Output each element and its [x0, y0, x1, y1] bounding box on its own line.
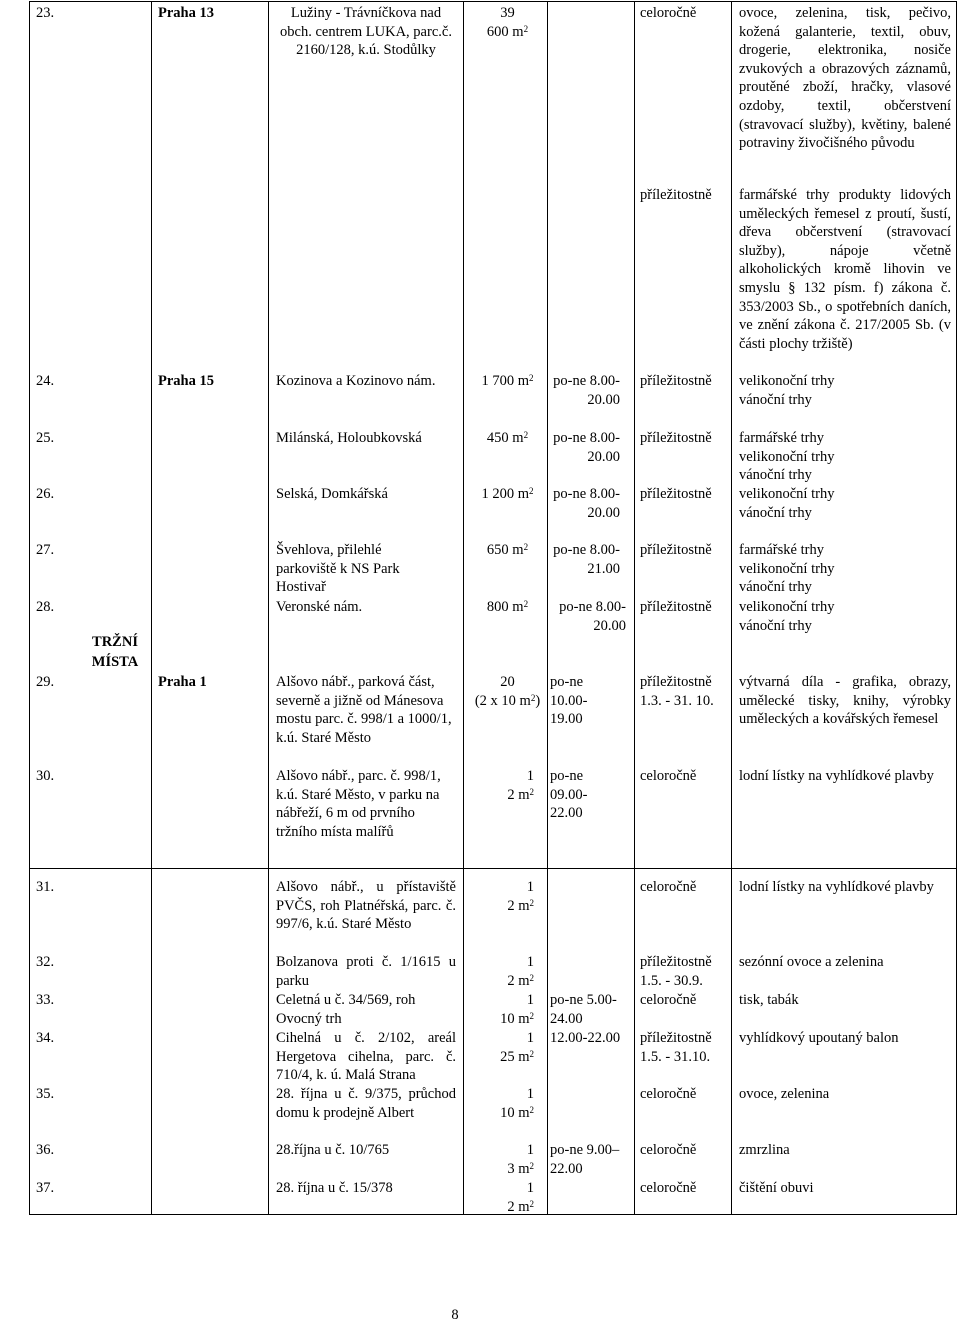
row-25-hours: po-ne 8.00-20.00 [553, 430, 620, 465]
row-divider [29, 868, 957, 869]
row-35-goods: ovoce, zelenina [739, 1086, 830, 1102]
row-32-location: Bolzanova proti č. 1/1615 u parku [276, 954, 456, 989]
row-33-period: celoročně [640, 992, 697, 1008]
col-divider [731, 1, 732, 1215]
row-29-num: 29. [36, 674, 55, 690]
row-30-goods: lodní lístky na vyhlídkové plavby [739, 768, 934, 784]
row-37-num: 37. [36, 1180, 55, 1196]
row-34-goods: vyhlídkový upoutaný balon [739, 1030, 899, 1046]
row-29-district: Praha 1 [158, 674, 207, 690]
row-30-num: 30. [36, 768, 55, 784]
row-37-location: 28. října u č. 15/378 [276, 1180, 393, 1196]
row-31-area: 1 2 $m^2$ [507, 879, 534, 914]
row-30-period: celoročně [640, 768, 697, 784]
row-27-period: příležitostně [640, 542, 712, 558]
row-32-period: příležitostně 1.5. - 30.9. [640, 954, 712, 989]
row-32-goods: sezónní ovoce a zelenina [739, 954, 884, 970]
row-29-period: příležitostně 1.3. - 31. 10. [640, 674, 714, 709]
row-33-area: 1 10 $m^2$ [500, 992, 534, 1027]
row-29-location: Alšovo nábř., parková část, severně a jižně od Mánesova mostu parc. č. 998/1 a 1000/1, k.ú. Staré Město [276, 674, 452, 746]
row-27-goods: farmářské trhy velikonoční trhy vánoční trhy [739, 542, 835, 596]
row-36-period: celoročně [640, 1142, 697, 1158]
row-25-goods: farmářské trhy velikonoční trhy vánoční trhy [739, 430, 835, 484]
row-24-num: 24. [36, 373, 55, 389]
row-29-hours: po-ne 10.00-19.00 [550, 674, 588, 728]
row-23-num: 23. [36, 5, 55, 21]
row-23b-period: příležitostně [640, 187, 712, 203]
row-25-num: 25. [36, 430, 55, 446]
row-27-location: Švehlova, přilehlé parkoviště k NS Park Hostivař [276, 542, 400, 596]
col-divider [268, 1, 269, 1215]
row-36-num: 36. [36, 1142, 55, 1158]
col-divider [151, 1, 152, 1215]
row-35-area: 1 10 $m^2$ [500, 1086, 534, 1121]
row-33-goods: tisk, tabák [739, 992, 799, 1008]
row-34-period: příležitostně 1.5. - 31.10. [640, 1030, 712, 1065]
row-24-area: 1 700 $m^2$ [481, 373, 534, 389]
row-26-goods: velikonoční trhy vánoční trhy [739, 486, 835, 521]
row-26-period: příležitostně [640, 486, 712, 502]
row-31-goods: lodní lístky na vyhlídkové plavby [739, 879, 934, 895]
row-26-location: Selská, Domkářská [276, 486, 388, 502]
row-28-num: 28. [36, 599, 55, 615]
row-30-area: 1 2 $m^2$ [507, 768, 534, 803]
row-26-area: 1 200 $m^2$ [481, 486, 534, 502]
row-28-hours: po-ne 8.00-20.00 [559, 599, 626, 634]
row-24-goods: velikonoční trhy vánoční trhy [739, 373, 835, 408]
row-28-goods: velikonoční trhy vánoční trhy [739, 599, 835, 634]
row-24-location: Kozinova a Kozinovo nám. [276, 373, 436, 389]
row-36-area: 1 3 $m^2$ [507, 1142, 534, 1177]
row-28-period: příležitostně [640, 599, 712, 615]
col-divider [634, 1, 635, 1215]
row-36-hours: po-ne 9.00–22.00 [550, 1142, 620, 1177]
row-36-location: 28.října u č. 10/765 [276, 1142, 390, 1158]
row-30-location: Alšovo nábř., parc. č. 998/1, k.ú. Staré Město, v parku na nábřeží, 6 m od prvního tržního místa malířů [276, 768, 441, 840]
row-24-district: Praha 15 [158, 373, 214, 389]
row-31-period: celoročně [640, 879, 697, 895]
row-30-hours: po-ne 09.00-22.00 [550, 768, 588, 822]
row-27-num: 27. [36, 542, 55, 558]
side-header: TRŽNÍ MÍSTA [91, 634, 139, 670]
row-29-goods: výtvarná díla - grafika, obrazy, umělecké tisky, knihy, výrobky uměleckých a kovářských řemesel [739, 674, 951, 728]
page-number: 8 [451, 1307, 459, 1323]
row-26-num: 26. [36, 486, 55, 502]
row-37-period: celoročně [640, 1180, 697, 1196]
row-34-num: 34. [36, 1030, 55, 1046]
row-25-period: příležitostně [640, 430, 712, 446]
row-36-goods: zmrzlina [739, 1142, 790, 1158]
row-34-hours: 12.00-22.00 [550, 1030, 621, 1046]
row-33-num: 33. [36, 992, 55, 1008]
row-37-area: 1 2 $m^2$ [507, 1180, 534, 1215]
row-35-num: 35. [36, 1086, 55, 1102]
row-23-area: 39 600 $m^2$ [486, 5, 529, 40]
row-23-period: celoročně [640, 5, 697, 21]
row-35-location: 28. října u č. 9/375, průchod domu k prodejně Albert [276, 1086, 456, 1121]
row-31-num: 31. [36, 879, 55, 895]
row-27-area: 650 $m^2$ [486, 542, 529, 558]
row-34-area: 1 25 $m^2$ [500, 1030, 534, 1065]
row-27-hours: po-ne 8.00-21.00 [553, 542, 620, 577]
row-32-num: 32. [36, 954, 55, 970]
row-32-area: 1 2 $m^2$ [507, 954, 534, 989]
row-23-goods: ovoce, zelenina, tisk, pečivo, kožená galanterie, textil, obuv, drogerie, elektronika, nosiče zvukových a obrazových záznamů, proutěné zboží, hračky, vlasové ozdoby, textil, občerstvení (stravovací služby), květiny, balené potraviny živočišného původu [739, 5, 951, 152]
row-24-hours: po-ne 8.00-20.00 [553, 373, 620, 408]
row-25-area: 450 $m^2$ [486, 430, 529, 446]
row-29-area: 20 (2 x 10 $m^2$) [474, 674, 541, 709]
row-28-location: Veronské nám. [276, 599, 363, 615]
col-divider [547, 1, 548, 1215]
row-25-location: Milánská, Holoubkovská [276, 430, 422, 446]
row-34-location: Cihelná u č. 2/102, areál Hergetova cihelna, parc. č. 710/4, k. ú. Malá Strana [276, 1030, 456, 1084]
row-23-location: Lužiny - Trávníčkova nad obch. centrem LUKA, parc.č. 2160/128, k.ú. Stodůlky [280, 5, 452, 59]
row-23-district: Praha 13 [158, 5, 214, 21]
row-23b-goods: farmářské trhy produkty lidových uměleckých řemesel z proutí, šustí, dřeva občerstvení (stravovací služby), nápoje včetně alkoholických kromě lihovin ve smyslu § 132 písm. f) zákona č. 353/2003 Sb., o spotřebních daních, ve znění zákona č. 217/2005 Sb. (v části plochy tržiště) [739, 187, 951, 352]
row-33-location: Celetná u č. 34/569, roh Ovocný trh [276, 992, 416, 1027]
row-31-location: Alšovo nábř., u přístaviště PVČS, roh Platnéřská, parc. č. 997/6, k.ú. Staré Město [276, 879, 456, 933]
row-37-goods: čištění obuvi [739, 1180, 814, 1196]
col-divider [463, 1, 464, 1215]
row-33-hours: po-ne 5.00-24.00 [550, 992, 617, 1027]
row-35-period: celoročně [640, 1086, 697, 1102]
row-28-area: 800 $m^2$ [486, 599, 529, 615]
row-24-period: příležitostně [640, 373, 712, 389]
row-26-hours: po-ne 8.00-20.00 [553, 486, 620, 521]
